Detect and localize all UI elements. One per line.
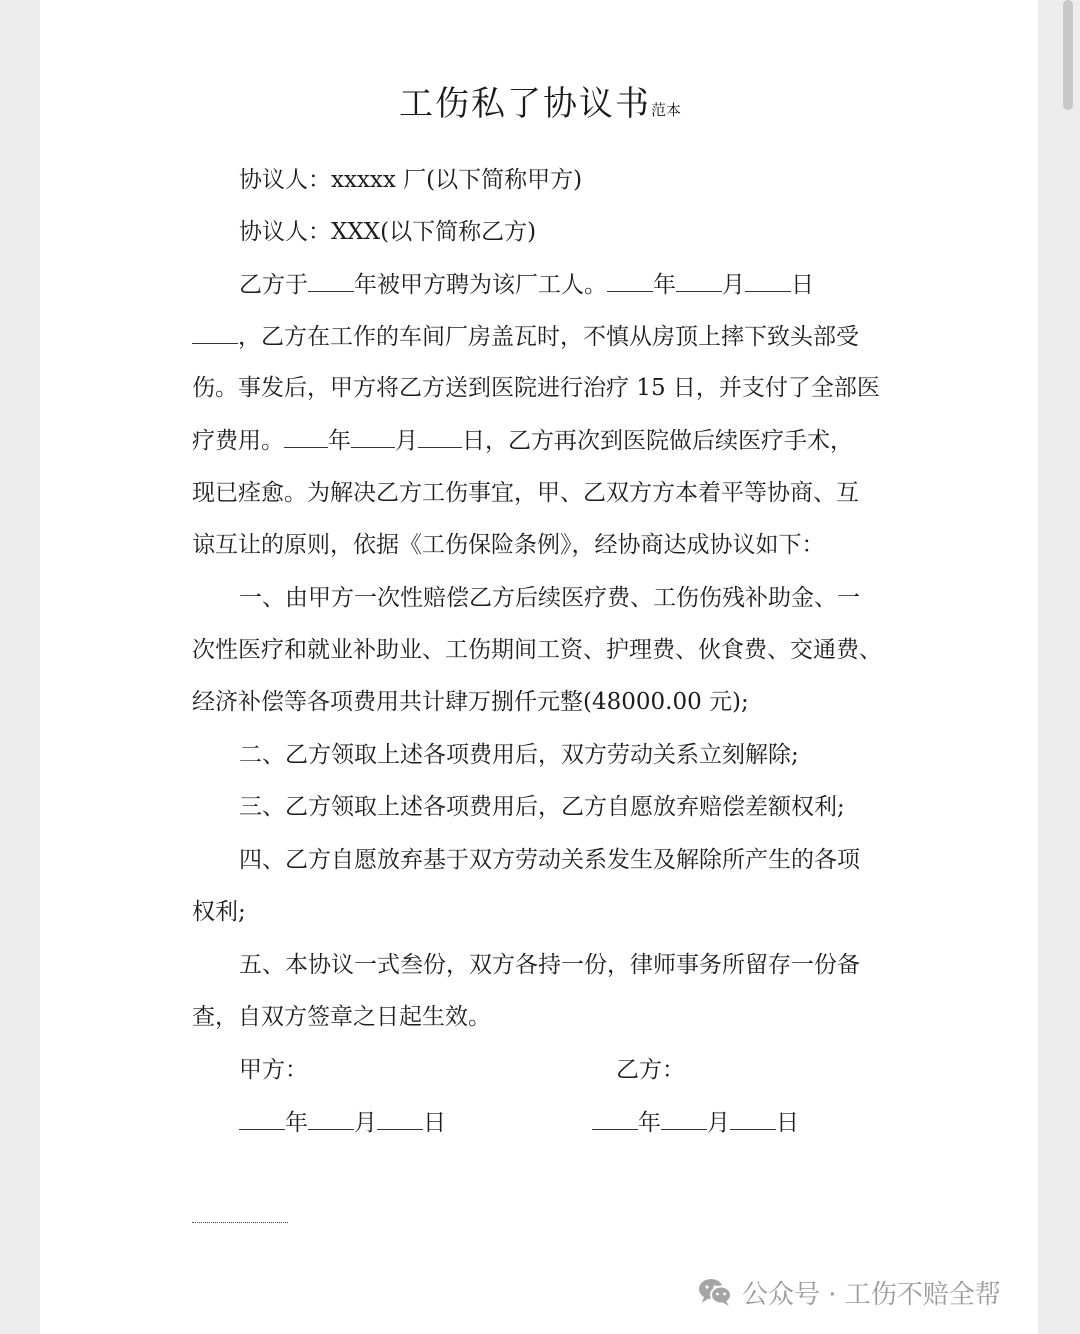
date-month: 月 xyxy=(354,1110,377,1136)
party-a-date xyxy=(239,1107,446,1138)
clause4-line1: 四、乙方自愿放弃基于双方劳动关系发生及解除所产生的各项 xyxy=(239,847,860,873)
blank-field xyxy=(308,1107,354,1130)
para1-line6: 谅互让的原则，依据《工伤保险条例》，经协商达成协议如下： xyxy=(192,532,825,558)
party-a-line: 协议人：xxxxx 厂(以下简称甲方) xyxy=(239,167,583,193)
date-year: 年 xyxy=(638,1110,661,1136)
watermark xyxy=(698,1274,1001,1310)
clause1-line1: 一、由甲方一次性赔偿乙方后续医疗费、工伤伤残补助金、一 xyxy=(239,585,860,611)
date-year: 年 xyxy=(285,1110,308,1136)
blank-field xyxy=(730,1107,776,1130)
title-text: 工伤私了协议书 xyxy=(398,84,651,124)
party-b-date xyxy=(592,1107,799,1138)
clause2-line: 二、乙方领取上述各项费用后，双方劳动关系立刻解除; xyxy=(239,742,799,768)
party-b-line: 协议人：XXX(以下简称乙方) xyxy=(239,219,537,245)
blank-field xyxy=(192,321,238,344)
para1-line4 xyxy=(192,425,853,456)
clause1-line3: 经济补偿等各项费用共计肆万捌仟元整(48000.00 元); xyxy=(192,689,749,715)
text-segment: ，乙方在工作的车间厂房盖瓦时，不慎从房顶上摔下致头部受 xyxy=(238,324,859,350)
date-day: 日 xyxy=(423,1110,446,1136)
blank-field xyxy=(308,269,354,292)
text-segment: 月 xyxy=(722,272,745,298)
document-page xyxy=(40,0,1038,1334)
text-segment: 疗费用。 xyxy=(192,428,284,454)
footnote-divider xyxy=(192,1222,288,1223)
para1-line5: 现已痊愈。为解决乙方工伤事宜，甲、乙双方方本着平等协商、互 xyxy=(192,480,859,506)
blank-field xyxy=(607,269,653,292)
text-segment: 乙方于 xyxy=(239,272,308,298)
blank-field xyxy=(661,1107,707,1130)
party-b-signature-label: 乙方： xyxy=(616,1057,685,1083)
text-segment: 日 xyxy=(791,272,814,298)
party-a-signature-label: 甲方： xyxy=(239,1057,308,1083)
para1-line1 xyxy=(239,269,814,300)
blank-field xyxy=(284,425,328,448)
clause4-line2: 权利; xyxy=(192,899,246,925)
blank-field xyxy=(745,269,791,292)
wechat-icon xyxy=(698,1277,732,1307)
watermark-text: 公众号 · 工伤不赔全帮 xyxy=(742,1279,1001,1310)
clause5-line2: 查，自双方签章之日起生效。 xyxy=(192,1004,491,1030)
date-month: 月 xyxy=(707,1110,730,1136)
clause3-line: 三、乙方领取上述各项费用后，乙方自愿放弃赔偿差额权利; xyxy=(239,794,845,820)
text-segment: 年被甲方聘为该厂工人。 xyxy=(354,272,607,298)
blank-field xyxy=(239,1107,285,1130)
text-segment: 年 xyxy=(328,428,351,454)
blank-field xyxy=(351,425,395,448)
text-segment: 日，乙方再次到医院做后续医疗手术， xyxy=(462,428,853,454)
blank-field xyxy=(377,1107,423,1130)
date-day: 日 xyxy=(776,1110,799,1136)
title-suffix: 范本 xyxy=(650,101,681,119)
text-segment: 月 xyxy=(395,428,418,454)
para1-line3: 伤。事发后，甲方将乙方送到医院进行治疗 15 日，并支付了全部医 xyxy=(192,375,880,401)
text-segment: 年 xyxy=(653,272,676,298)
blank-field xyxy=(592,1107,638,1130)
blank-field xyxy=(418,425,462,448)
para1-line2 xyxy=(192,321,859,352)
clause5-line1: 五、本协议一式叁份，双方各持一份，律师事务所留存一份备 xyxy=(239,952,860,978)
clause1-line2: 次性医疗和就业补助业、工伤期间工资、护理费、伙食费、交通费、 xyxy=(192,637,882,663)
document-title xyxy=(0,76,1080,125)
blank-field xyxy=(676,269,722,292)
